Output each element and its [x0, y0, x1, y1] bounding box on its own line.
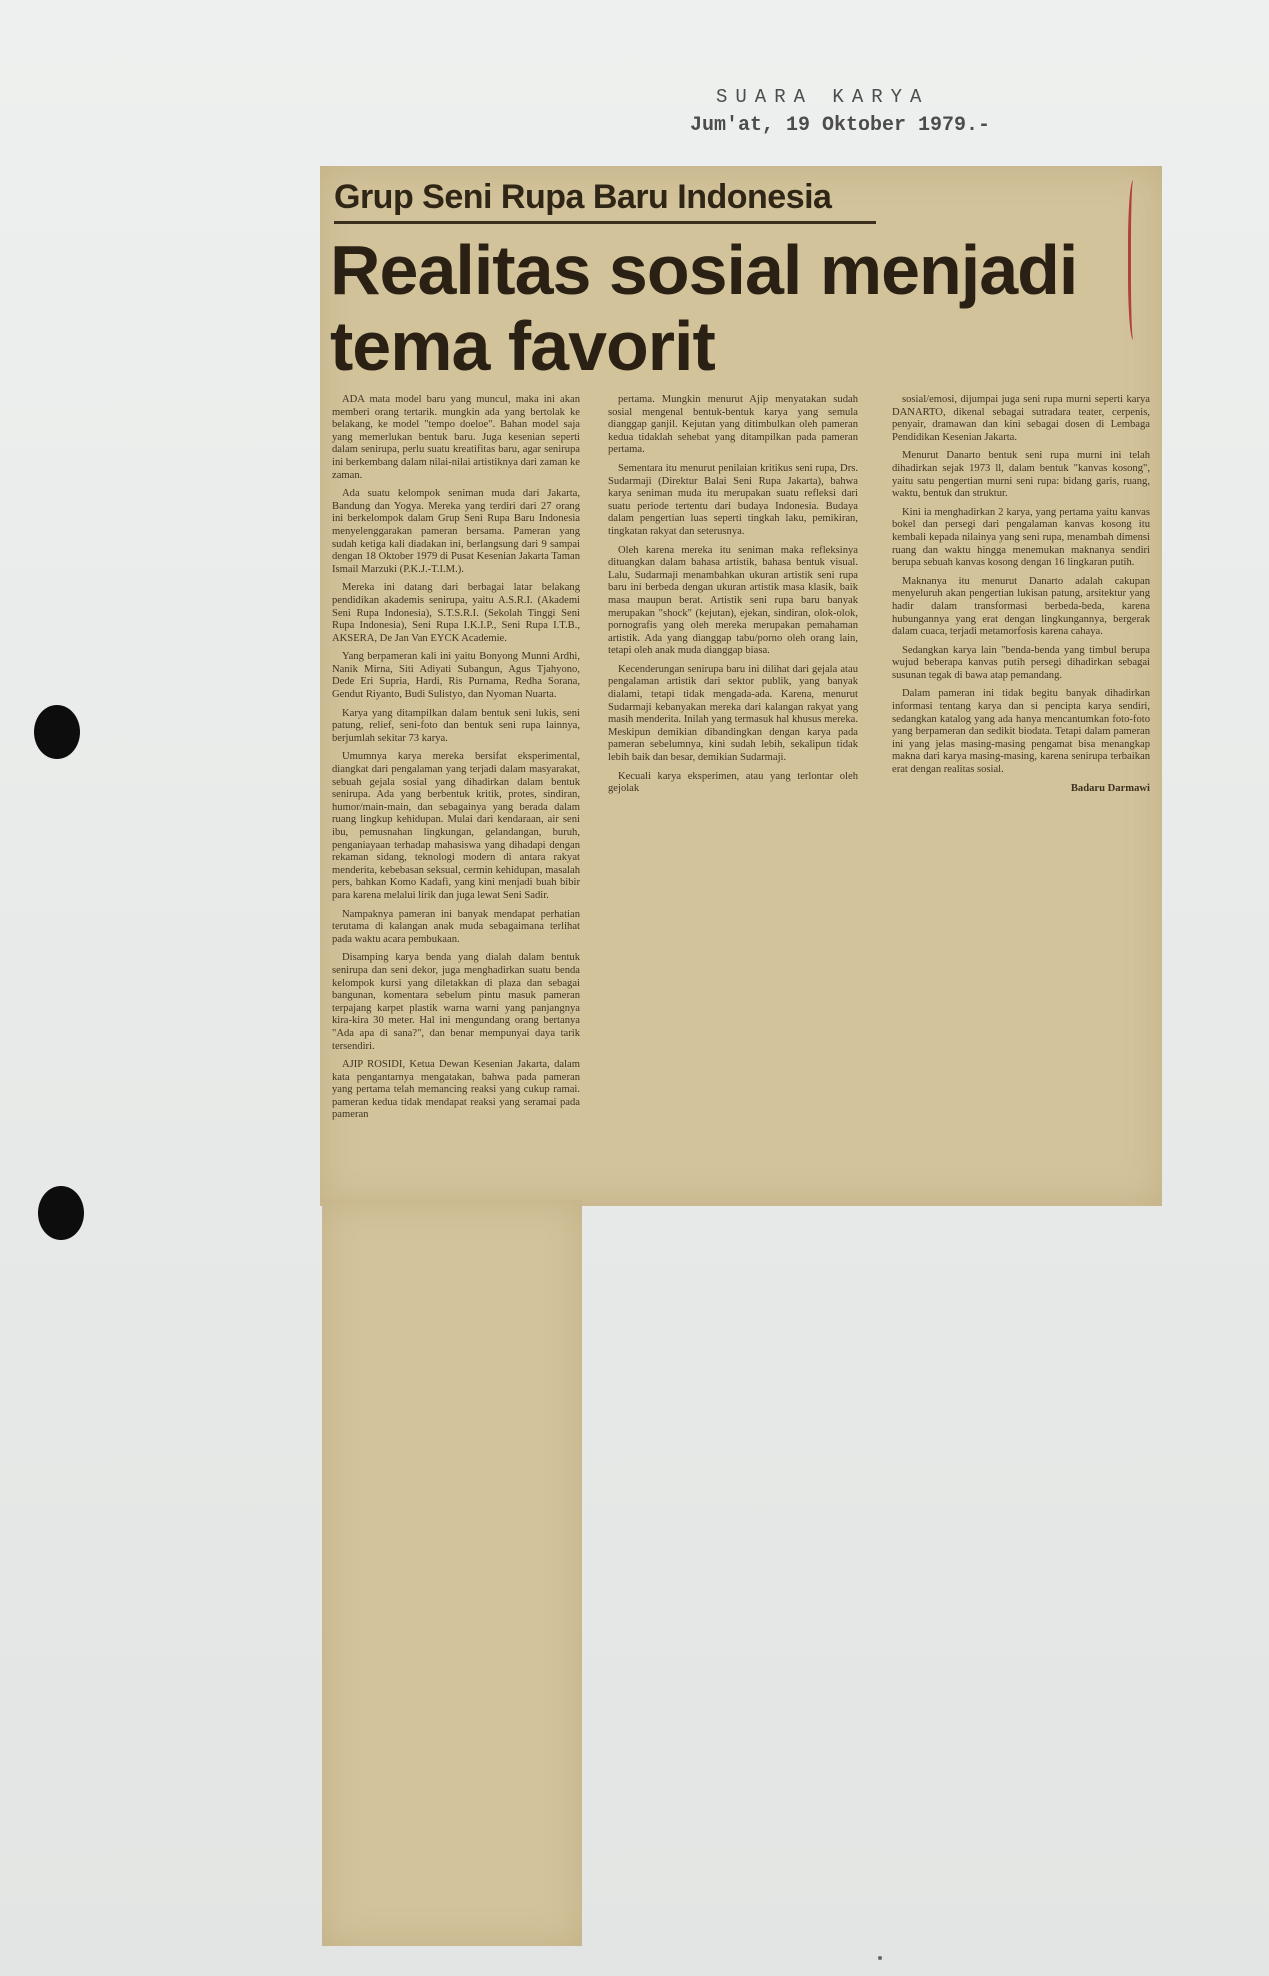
- paragraph: Ada suatu kelompok seniman muda dari Jakarta, Bandung dan Yogya. Mereka yang terdiri dari 27 orang ini berkelompok dalam Grup Seni Rupa Baru Indonesia menyelenggarakan pameran bersama. Pameran yang sudah ketiga kali diadakan ini, berlangsung dari 9 sampai dengan 18 Oktober 1979 di Pusat Kesenian Jakarta Taman Ismail Marzuki (P.K.J.-T.I.M.).: [332, 488, 580, 575]
- paragraph: Sedangkan karya lain "benda-benda yang timbul berupa wujud beberapa kanvas putih persegi dihadirkan sebagai susunan tegak di bawa atap pemandang.: [892, 644, 1150, 681]
- paragraph: Sementara itu menurut penilaian kritikus seni rupa, Drs. Sudarmaji (Direktur Balai Seni Rupa Jakarta), bahwa karya seniman muda itu merupakan suatu refleksi dari suatu periode tertentu dari budaya Indonesia. Budaya dalam pengertian luas seperti tingkah laku, pemikiran, tingkatan rakyat dan seterusnya.: [608, 462, 858, 537]
- paragraph: ADA mata model baru yang muncul, maka ini akan memberi orang tertarik. mungkin ada yang bertolak ke belakang, ke model "tempo doeloe". Bahan model saja yang memerlukan bentuk baru. Juga kesenian seperti dalam senirupa, perlu suatu kreatifitas baru, agar senirupa ini berkembang dalam nilai-nilai artistiknya dari zaman ke zaman.: [332, 394, 580, 481]
- article-column-1: [332, 394, 580, 1128]
- newspaper-clipping-lower: [322, 1200, 582, 1946]
- paragraph: sosial/emosi, dijumpai juga seni rupa murni seperti karya DANARTO, dikenal sebagai sutradara teater, cerpenis, penyair, dramawan dan kini sebagai dosen di Lembaga Pendidikan Kesenian Jakarta.: [892, 394, 1150, 443]
- red-pen-mark: [1128, 180, 1141, 340]
- punch-hole: [38, 1186, 84, 1240]
- newspaper-name: SUARA KARYA: [716, 86, 930, 108]
- article-column-2: [608, 394, 858, 802]
- paragraph: Oleh karena mereka itu seniman maka refleksinya dituangkan dalam bahasa artistik, bahasa bentuk visual. Lalu, Sudarmaji menambahkan ukuran artistik seni rupa baru ini berbeda dengan ukuran artistik masa klasik, baik masa maupun berat. Artistik seni rupa baru banyak merupakan "shock" (kejutan), ejekan, sindiran, olok-olok, pornografis yang oleh mereka merupakan pemahaman artistik. Ada yang dianggap tabu/porno oleh orang lain, tetapi oleh anak muda dianggap biasa.: [608, 544, 858, 657]
- article-column-3: [892, 394, 1150, 801]
- paragraph: Disamping karya benda yang dialah dalam bentuk senirupa dan seni dekor, juga menghadirkan suatu benda kelompok kursi yang diletakkan di plaza dan sebagai bangunan, komentara sebelum pintu masuk pameran terpajang karpet plastik warna warni yang panjangnya kira-kira 30 meter. Hal ini mengundang orang bertanya "Ada apa di sana?", dan benar mempunyai daya tarik tersendiri.: [332, 952, 580, 1052]
- paragraph: Nampaknya pameran ini banyak mendapat perhatian terutama di kalangan anak muda sebagaimana terlihat pada waktu acara pembukaan.: [332, 908, 580, 945]
- paragraph: pertama. Mungkin menurut Ajip menyatakan sudah sosial mengenal bentuk-bentuk karya yang semula dianggap ganjil. Kejutan yang ditimbulkan oleh pameran kedua tidaklah sehebat yang ditampilkan pada pameran pertama.: [608, 394, 858, 456]
- publication-date: Jum'at, 19 Oktober 1979.-: [690, 114, 991, 137]
- paragraph: Yang berpameran kali ini yaitu Bonyong Munni Ardhi, Nanik Mirna, Siti Adiyati Subangun, Agus Tjahyono, Dede Eri Supria, Hardi, Ris Purnama, Redha Sorana, Gendut Riyanto, Budi Sulistyo, dan Nyoman Nuarta.: [332, 651, 580, 701]
- article-kicker: Grup Seni Rupa Baru Indonesia: [334, 178, 876, 224]
- paragraph: Umumnya karya mereka bersifat eksperimental, diangkat dari pengalaman yang terjadi dalam masyarakat, sebuah gejala sosial yang dihadirkan dalam bentuk senirupa. Ada yang berbentuk kritik, protes, sindiran, humor/main-main, dan sebagainya yang berada dalam ruang lingkup kehidupan. Mulai dari kendaraan, air seni ibu, pemusnahan lingkungan, gelandangan, buruh, penganiayaan terhadap mahasiswa yang dihadapi dengan rekaman sidang, teknologi modern di antara rakyat menderita, kebebasan seksual, cermin kehidupan, masalah pers, bahkan Komo Kadafi, yang kini menjadi buah bibir para karena melalui lirik dan juga lewat Seni Sadir.: [332, 751, 580, 901]
- paragraph: Menurut Danarto bentuk seni rupa murni ini telah dihadirkan sejak 1973 ll, dalam bentuk "kanvas kosong", yaitu satu pengertian murni seni rupa: bidang garis, ruang, waktu, bentuk dan struktur.: [892, 450, 1150, 500]
- article-headline: Realitas sosial menjadi tema favorit: [330, 231, 1078, 385]
- article-byline: Badaru Darmawi: [1070, 782, 1150, 794]
- paragraph: Dalam pameran ini tidak begitu banyak dihadirkan informasi tentang karya dan si pencipta karya sendiri, sedangkan katalog yang ada hanya mencantumkan foto-foto yang berpameran dan sedikit biodata. Tetapi dalam pameran ini yang jelas masing-masing pengamat bisa menangkap makna dari karya masing-masing, karena senirupa terbaikan erat dengan realitas sosial.: [892, 688, 1150, 776]
- paragraph: Kini ia menghadirkan 2 karya, yang pertama yaitu kanvas bokel dan persegi dari pengalaman kanvas kosong itu kembali kepada nilainya yang seni rupa, menambah dimensi ruang dan waktu hingga menemukan maknanya sendiri berupa sebuah kanvas kosong dengan 16 lingkaran putih.: [892, 506, 1150, 569]
- paragraph: Kecuali karya eksperimen, atau yang terlontar oleh gejolak: [608, 770, 858, 795]
- typed-source-label: [690, 86, 1110, 137]
- punch-hole: [34, 705, 80, 759]
- paragraph: Maknanya itu menurut Danarto adalah cakupan menyeluruh akan pengertian lukisan patung, arsitektur yang hadir dalam transformasi berbeda-beda, karena hubungannya yang erat dengan lingkungannya, bergerak dalam cuaca, terjadi metamorfosis karena cahaya.: [892, 575, 1150, 638]
- speck: [878, 1956, 882, 1960]
- paragraph: AJIP ROSIDI, Ketua Dewan Kesenian Jakarta, dalam kata pengantarnya mengatakan, bahwa pada pameran yang pertama telah memancing reaksi yang cukup ramai. pameran kedua tidak mendapat reaksi yang seramai pada pameran: [332, 1059, 580, 1121]
- paragraph: Karya yang ditampilkan dalam bentuk seni lukis, seni patung, relief, seni-foto dan bentuk seni rupa lainnya, berjumlah sekitar 73 karya.: [332, 707, 580, 744]
- paragraph: Kecenderungan senirupa baru ini dilihat dari gejala atau pengalaman artistik dari sektor publik, yang banyak dialami, tetapi tidak mengada-ada. Karena, menurut Sudarmaji kebanyakan mereka dari kalangan rakyat yang masih menderita. Inilah yang termasuk hal khusus mereka. Meskipun demikian dibandingkan dengan karya pada pameran sebelumnya, kini sudah lebih, sekalipun tidak lebih baik dan besar, demikian Sudarmaji.: [608, 663, 858, 764]
- paragraph: Mereka ini datang dari berbagai latar belakang pendidikan akademis senirupa, yaitu A.S.R.I. (Akademi Seni Rupa Indonesia), S.T.S.R.I. (Sekolah Tinggi Seni Rupa Indonesia), Seni Rupa I.K.I.P., Seni Rupa I.T.B., AKSERA, De Jan Van EYCK Academie.: [332, 582, 580, 644]
